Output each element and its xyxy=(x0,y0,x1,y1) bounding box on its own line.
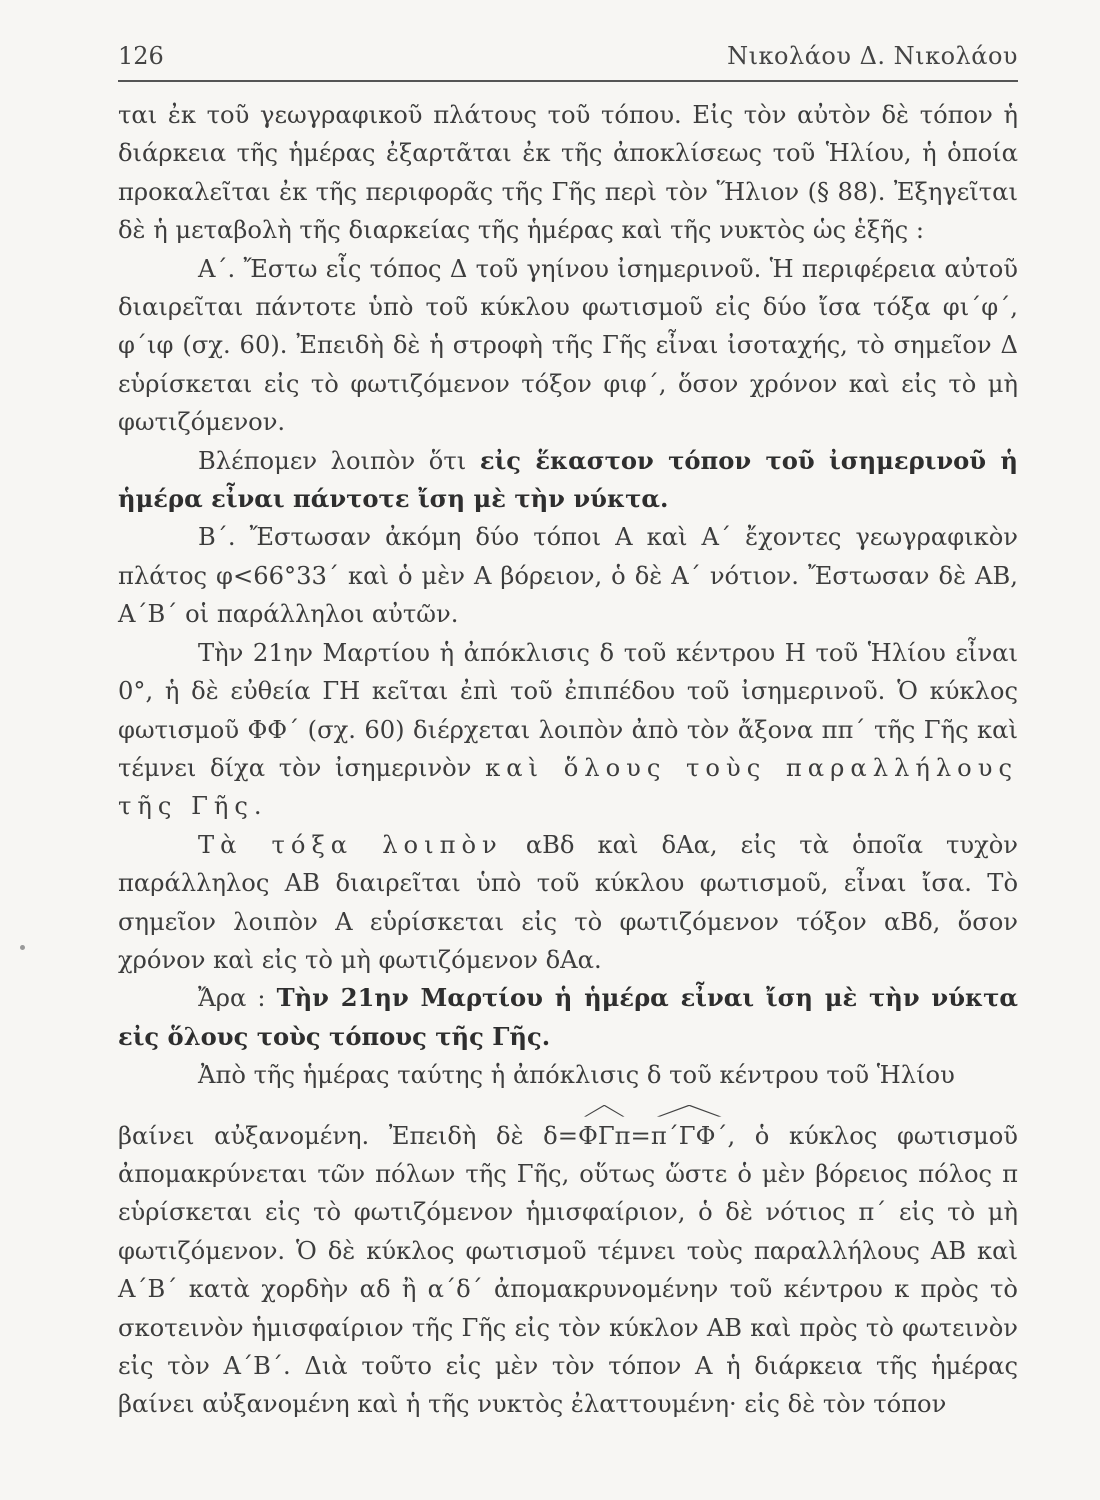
scan-speck xyxy=(20,945,25,950)
conclusion-bold: εἰς ἕκαστον τόπον τοῦ ἰσημερινοῦ ἡ ἡμέρα εἶναι πάντοτε ἴση μὲ τὴν νύκτα. xyxy=(118,445,1018,514)
march-text: Τὴν 21ην Μαρτίου ἡ ἀπόκλισις δ τοῦ κέντρου Η τοῦ Ἡλίου εἶναι 0°, ἡ δὲ εὐθεία ΓΗ κεῖται ἐπὶ τοῦ ἐπιπέδου τοῦ ἰσημερινοῦ. Ὁ κύκλος φωτισμοῦ ΦΦ΄ (σχ. 60) διέρχεται λοιπὸν ἀπὸ τὸν ἄξονα ππ΄ τῆς Γῆς καὶ τέμνει δίχα τὸν ἰσημερινὸν xyxy=(118,638,1018,782)
paragraph-declination xyxy=(118,1117,1018,1424)
arcs-text: αΒδ καὶ δΑα, εἰς τὰ ὁποῖα τυχὸν παράλληλος ΑΒ διαιρεῖται ὑπὸ τοῦ κύκλου φωτισμοῦ, εἶναι ἴσα. Τὸ σημεῖον λοιπὸν Α εὑρίσκεται εἰς τὸ φωτιζόμενον τόξον αΒδ, ὅσον χρόνον καὶ εἰς τὸ μὴ φωτιζόμενον δΑα. xyxy=(118,830,1018,974)
line-gap xyxy=(118,1095,1018,1117)
therefore-lead: Ἄρα : xyxy=(198,984,277,1013)
paragraph-march-21 xyxy=(118,634,1018,826)
page-header xyxy=(118,32,1018,82)
paragraph-conclusion-equator xyxy=(118,442,1018,519)
paragraph-arcs xyxy=(118,826,1018,980)
book-page xyxy=(118,28,1018,1478)
paragraph-case-b: Β΄. Ἔστωσαν ἀκόμη δύο τόποι Α καὶ Α΄ ἔχοντες γεωγραφικὸν πλάτος φ<66°33΄ καὶ ὁ μὲν Α βόρειον, ὁ δὲ Α΄ νότιον. Ἔστωσαν δὲ ΑΒ, Α΄Β΄ οἱ παράλληλοι αὐτῶν. xyxy=(118,523,1018,629)
page-number: 126 xyxy=(118,42,164,70)
arc-notation-2: π΄ΓΦ΄ xyxy=(651,1117,728,1155)
spaced-lead: Τὰ τόξα λοιπὸν xyxy=(198,830,503,859)
decl-text-c: , ὁ κύκλος φωτισμοῦ ἀπομακρύνεται τῶν πόλων τῆς Γῆς, οὕτως ὥστε ὁ μὲν βόρειος πόλος π εὑρίσκεται εἰς τὸ φωτιζόμενον ἡμισφαίριον, ὁ δὲ νότιος π΄ εἰς τὸ μὴ φωτιζόμενον. Ὁ δὲ κύκλος φωτισμοῦ τέμνει τοὺς παραλλήλους ΑΒ καὶ Α΄Β΄ κατὰ χορδὴν αδ ἢ α΄δ΄ ἀπομακρυνομένην τοῦ κέντρου κ πρὸς τὸ σκοτεινὸν ἡμισφαίριον τῆς Γῆς εἰς τὸν κύκλον ΑΒ καὶ πρὸς τὸ φωτεινὸν εἰς τὸν Α΄Β΄. Διὰ τοῦτο εἰς μὲν τὸν τόπον Α ἡ διάρκεια τῆς ἡμέρας βαίνει αὐξανομένη καὶ ἡ τῆς νυκτὸς ἐλαττουμένη· εἰς δὲ τὸν τόπον xyxy=(118,1121,1018,1419)
conclusion-lead: Βλέπομεν λοιπὸν ὅτι xyxy=(198,446,480,475)
arc-notation-1: ΦΓπ xyxy=(578,1117,631,1155)
equals-sign: = xyxy=(630,1121,651,1150)
running-head: Νικολάου Δ. Νικολάου xyxy=(727,42,1018,70)
decl-text-a: βαίνει αὐξανομένη. Ἐπειδὴ δὲ δ= xyxy=(118,1121,579,1150)
paragraph-therefore xyxy=(118,979,1018,1056)
spaced-text: καὶ ὅλους τοὺς παραλλήλους τῆς Γῆς. xyxy=(118,753,1018,821)
paragraph-declination-intro: Ἀπὸ τῆς ἡμέρας ταύτης ἡ ἀπόκλισις δ τοῦ κέντρου τοῦ Ἡλίου xyxy=(198,1061,955,1090)
paragraph-continuation: ται ἐκ τοῦ γεωγραφικοῦ πλάτους τοῦ τόπου. Εἰς τὸν αὐτὸν δὲ τόπον ἡ διάρκεια τῆς ἡμέρας ἐξαρτᾶται ἐκ τῆς ἀποκλίσεως τοῦ Ἡλίου, ἡ ὁποία προκαλεῖται ἐκ τῆς περιφορᾶς τῆς Γῆς περὶ τὸν Ἥλιον (§ 88). Ἐξηγεῖται δὲ ἡ μεταβολὴ τῆς διαρκείας τῆς ἡμέρας καὶ τῆς νυκτὸς ὡς ἑξῆς : xyxy=(118,101,1018,245)
body-text xyxy=(118,96,1018,1424)
paragraph-case-a: Α΄. Ἔστω εἷς τόπος Δ τοῦ γηίνου ἰσημερινοῦ. Ἡ περιφέρεια αὐτοῦ διαιρεῖται πάντοτε ὑπὸ τοῦ κύκλου φωτισμοῦ εἰς δύο ἴσα τόξα φι΄φ΄, φ΄ιφ (σχ. 60). Ἐπειδὴ δὲ ἡ στροφὴ τῆς Γῆς εἶναι ἰσοταχής, τὸ σημεῖον Δ εὑρίσκεται εἰς τὸ φωτιζόμενον τόξον φιφ΄, ὅσον χρόνον καὶ εἰς τὸ μὴ φωτιζόμενον. xyxy=(118,254,1018,437)
therefore-bold: Τὴν 21ην Μαρτίου ἡ ἡμέρα εἶναι ἴση μὲ τὴν νύκτα εἰς ὅλους τοὺς τόπους τῆς Γῆς. xyxy=(118,983,1018,1051)
